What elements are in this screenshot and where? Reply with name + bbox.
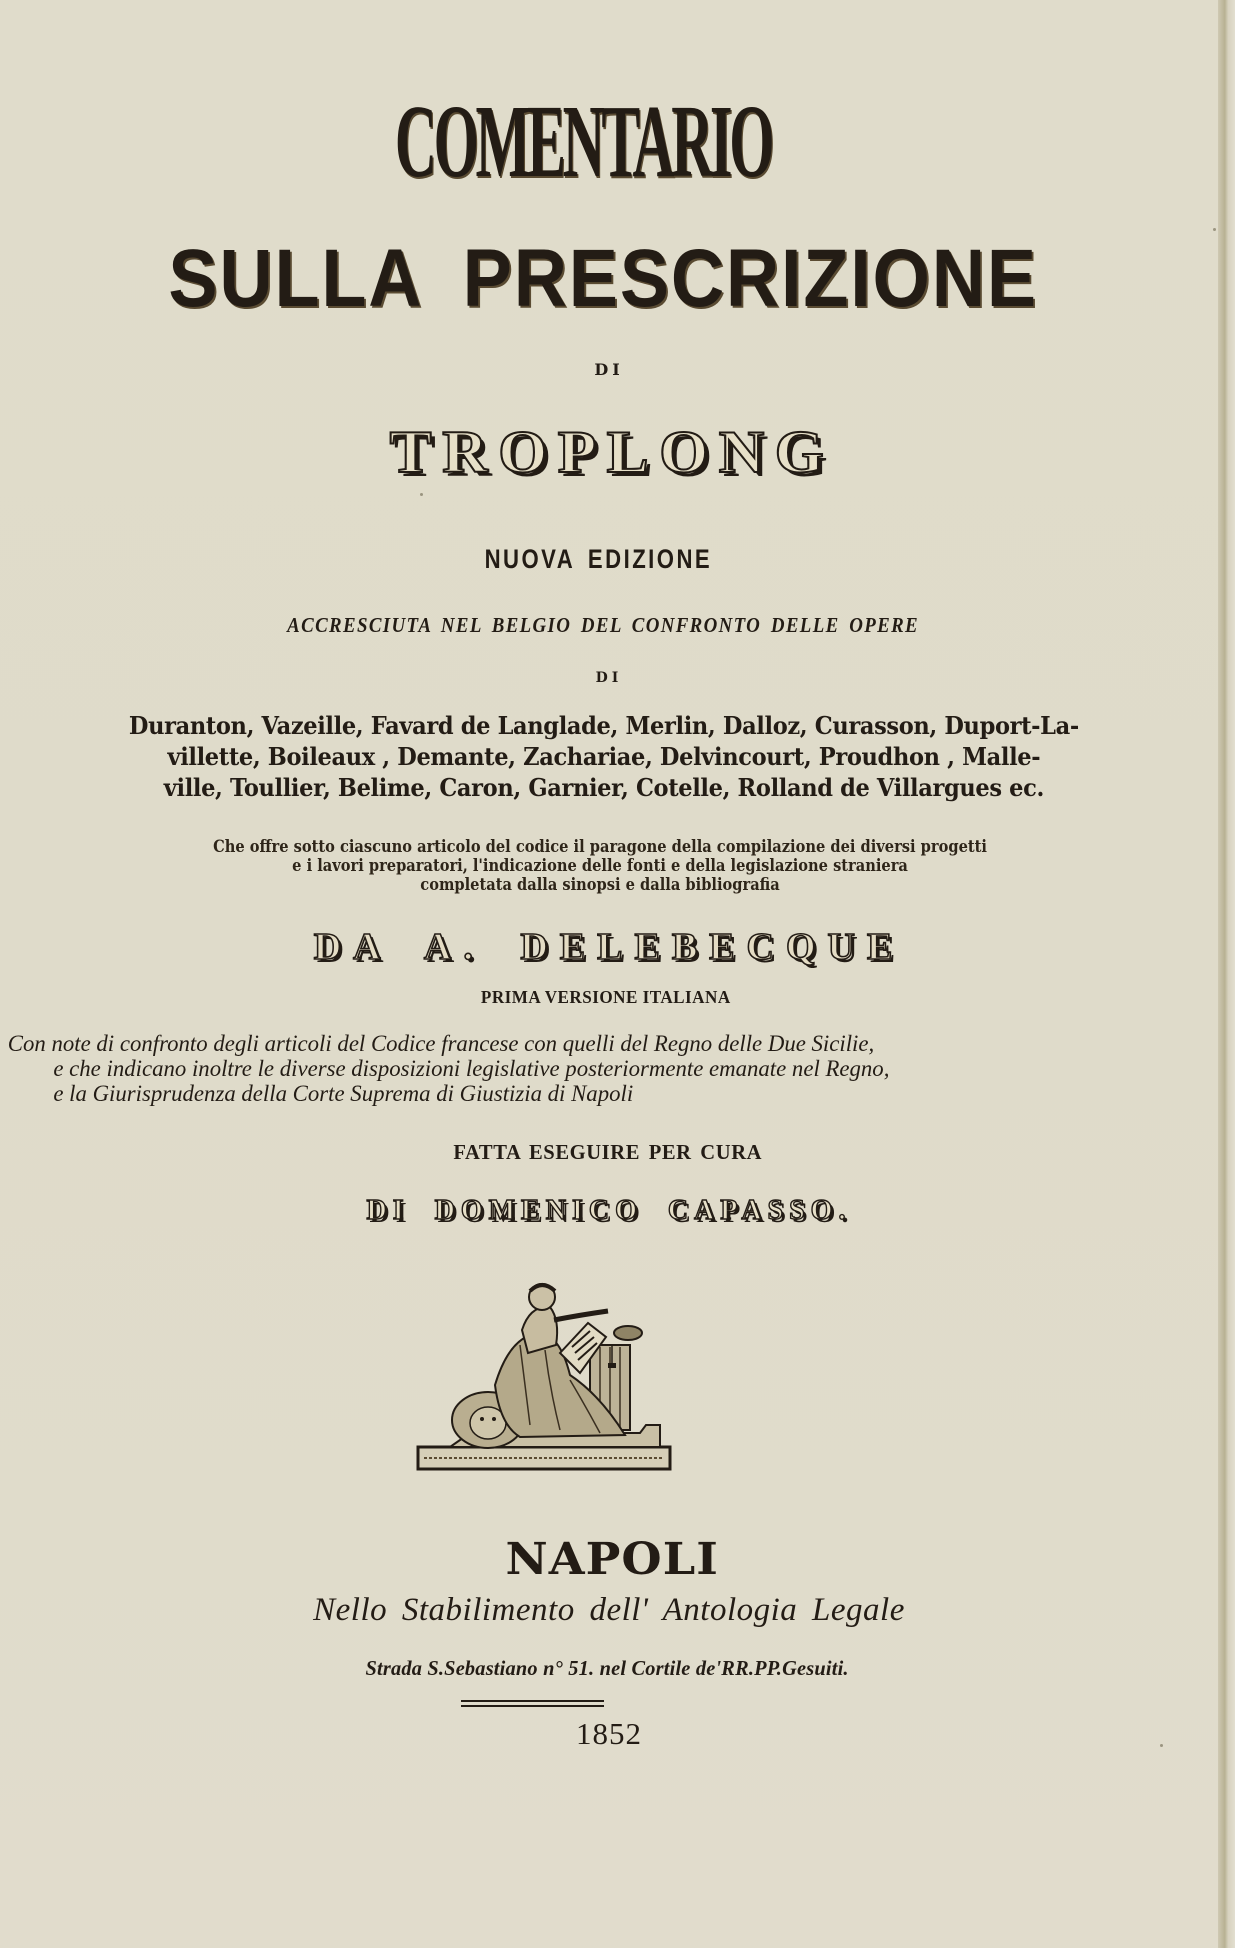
notes-line: e che indicano inoltre le diverse disposizioni legislative posteriormente emanate nel Regno, (53, 1056, 890, 1082)
notes-line: Con note di confronto degli articoli del Codice francese con quelli del Regno delle Due Sicilie, (7, 1031, 875, 1057)
title-line-1: COMENTARIO (394, 84, 772, 199)
edition-description: ACCRESCIUTA NEL BELGIO DEL CONFRONTO DELLE OPERE (287, 613, 919, 637)
compared-authors-block (0, 710, 1218, 803)
compiler-name: DA A. DELEBECQUE (313, 926, 905, 968)
title-line-2: SULLA PRESCRIZIONE (168, 233, 1038, 324)
connector-di: DI (594, 360, 624, 379)
double-rule-top (461, 1700, 604, 1702)
connector-di-2: DI (595, 670, 623, 686)
imprint-year: 1852 (576, 1716, 642, 1751)
notes-line: e la Giurisprudenza della Corte Suprema di Giustizia di Napoli (53, 1081, 634, 1107)
paper-speck (420, 493, 423, 496)
paper-speck (1160, 1744, 1163, 1747)
description-line: e i lavori preparatori, l'indicazione delle fonti e della legislazione straniera (292, 856, 908, 876)
description-block (0, 838, 1218, 895)
version-label: PRIMA VERSIONE ITALIANA (480, 987, 731, 1007)
commissioned-label: FATTA ESEGUIRE PER CURA (453, 1140, 763, 1164)
page-edge (1218, 0, 1235, 1948)
justice-vignette-icon (410, 1275, 675, 1475)
imprint-address: Strada S.Sebastiano n° 51. nel Cortile de'RR.PP.Gesuiti. (365, 1656, 849, 1680)
compared-authors-line: villette, Boileaux , Demante, Zachariae, Delvincourt, Proudhon , Malle- (167, 742, 1041, 771)
author-name: TROPLONG (389, 419, 835, 485)
edition-label: NUOVA EDIZIONE (484, 544, 713, 574)
compared-authors-line: Duranton, Vazeille, Favard de Langlade, Merlin, Dalloz, Curasson, Duport-La- (128, 711, 1079, 740)
description-line: completata dalla sinopsi e dalla bibliografia (420, 875, 780, 895)
description-line: Che offre sotto ciascuno articolo del codice il paragone della compilazione dei diversi progetti (213, 837, 987, 857)
double-rule-bottom (461, 1705, 604, 1707)
notes-block (0, 1032, 1218, 1107)
editor-name: DI DOMENICO CAPASSO. (366, 1195, 852, 1226)
imprint-printer: Nello Stabilimento dell' Antologia Legale (313, 1592, 905, 1628)
imprint-city: NAPOLI (505, 1534, 719, 1585)
compared-authors-line: ville, Toullier, Belime, Caron, Garnier, Cotelle, Rolland de Villargues ec. (163, 773, 1044, 802)
paper-speck (1213, 228, 1216, 231)
